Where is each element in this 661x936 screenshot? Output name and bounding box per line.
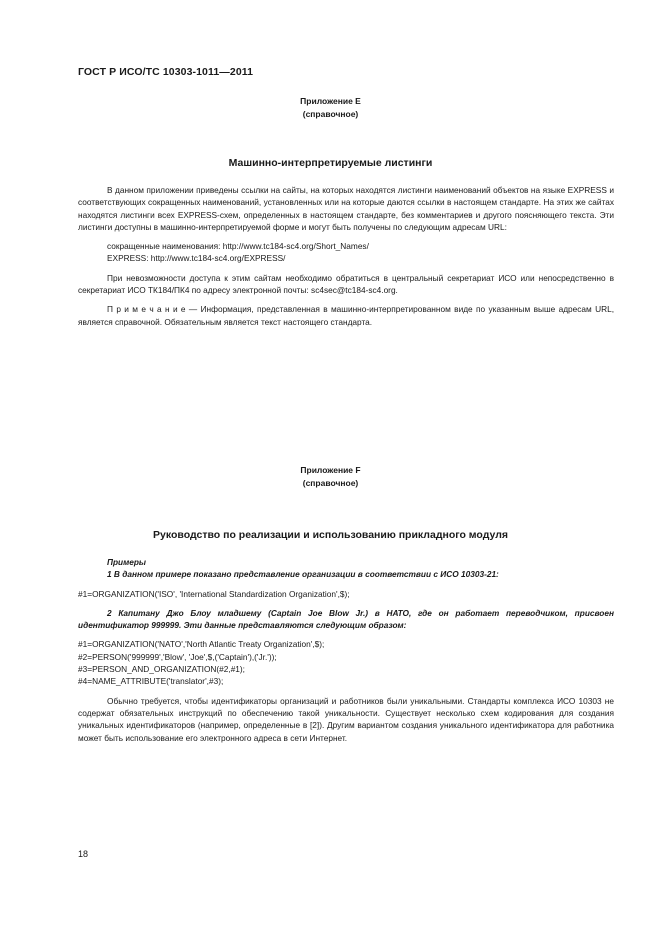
code-line: #1=ORGANIZATION('NATO','North Atlantic Treaty Organization',$);: [78, 639, 325, 650]
examples-label: Примеры: [107, 557, 147, 567]
annex-e-subtitle: (справочное): [302, 109, 359, 119]
annex-e-note: [78, 303, 614, 328]
url-express: EXPRESS: http://www.tc184-sc4.org/EXPRESS/: [107, 253, 286, 264]
example-2-text: 2 Капитану Джо Блоу младшему (Captain Joe Blow Jr.) в НАТО, где он работает переводчиком, присвоен идентификатор 999999. Эти данные представляются следующим образом:: [78, 607, 614, 631]
example-1-code: #1=ORGANIZATION('ISO', 'International Standardization Organization',$);: [78, 588, 350, 599]
annex-e-title: Приложение E: [300, 96, 361, 106]
annex-f-header: [0, 464, 661, 490]
example-1-text: 1 В данном примере показано представление организации в соответствии с ИСО 10303-21:: [107, 569, 499, 580]
annex-e-heading: Машинно-интерпретируемые листинги: [228, 157, 433, 169]
annex-e-body: [78, 184, 614, 328]
document-code: ГОСТ Р ИСО/ТС 10303-1011—2011: [78, 66, 254, 78]
annex-e-paragraph-2: При невозможности доступа к этим сайтам необходимо обратиться в центральный секретариат ИСО или непосредственно в секретариат ИСО ТК184/ПК4 по адресу электронной почты: sc4sec@tc184-sc4.org.: [78, 272, 614, 296]
note-label: П р и м е ч а н и е: [107, 304, 186, 315]
annex-f-body: [78, 556, 614, 744]
annex-f-final-paragraph: Обычно требуется, чтобы идентификаторы организаций и работников были уникальными. Стандарты комплекса ИСО 10303 не содержат обязательных инструкций по обеспечению такой уникальности. Существует несколько схем кодирования для создания уникальных идентификаторов (например, определенные в [2]). Другим вариантом создания уникального идентификатора для работника может быть использование его электронного адреса в сети Интернет.: [78, 695, 614, 743]
url-short-names: сокращенные наименования: http://www.tc184-sc4.org/Short_Names/: [107, 241, 369, 252]
annex-e-paragraph-1: В данном приложении приведены ссылки на сайты, на которых находятся листинги наименований объектов на языке EXPRESS и соответствующих сокращенных наименований, установленных или на которые даются ссылки в настоящем стандарте. На этих же сайтах находятся листинги всех EXPRESS-схем, определенных в настоящем стандарте, без комментариев и другого поясняющего текста. Эти листинги доступны в машинно-интерпретируемой форме и могут быть получены по следующим адресам URL:: [78, 185, 614, 232]
code-line: #3=PERSON_AND_ORGANIZATION(#2,#1);: [78, 664, 245, 675]
code-line: #4=NAME_ATTRIBUTE('translator',#3);: [78, 676, 224, 687]
annex-f-title: Приложение F: [300, 465, 361, 475]
code-line: #2=PERSON('999999','Blow', 'Joe',$,('Captain'),('Jr.'));: [78, 651, 277, 662]
page-number: 18: [78, 849, 89, 859]
annex-e-header: [0, 95, 661, 121]
annex-f-subtitle: (справочное): [302, 478, 359, 488]
annex-f-heading: Руководство по реализации и использованию прикладного модуля: [153, 529, 508, 541]
note-text: — Информация, представленная в машинно-интерпретированном виде по указанным выше адресам URL, является справочной. Обязательным является текст настоящего стандарта.: [78, 304, 614, 327]
